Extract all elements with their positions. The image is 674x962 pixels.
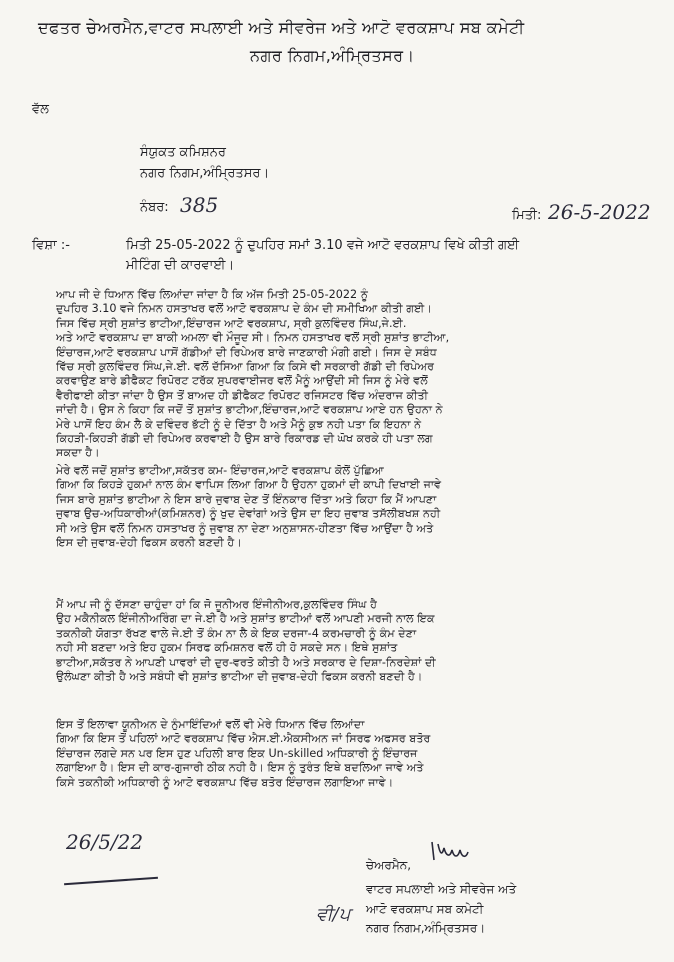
date-value: 26-5-2022	[548, 200, 651, 224]
paragraph-line: ਦੁਪਹਿਰ 3.10 ਵਜੇ ਨਿਮਨ ਹਸਤਾਖਰ ਵਲੋਂ ਆਟੋ ਵਰਕਸ਼ਾਪ ਦੇ ਕੰਮ ਦੀ ਸਮੀਖਿਆ ਕੀਤੀ ਗਈ।	[56, 302, 432, 316]
paragraph-line: ਕਿਸੇ ਤਕਨੀਕੀ ਅਧਿਕਾਰੀ ਨੂੰ ਆਟੋ ਵਰਕਸ਼ਾਪ ਵਿੱਚ ਬਤੋਰ ਇੰਚਾਰਜ ਲਗਾਇਆ ਜਾਵੇ।	[56, 775, 394, 789]
paragraph-1	[56, 288, 630, 461]
office-city: ਨਗਰ ਨਿਗਮ,ਅੰਮ੍ਰਿਤਸਰ।	[250, 46, 415, 65]
paragraph-line: ਕਿਹੜੀ-ਕਿਹੜੀ ਗੱਡੀ ਦੀ ਰਿਪੇਅਰ ਕਰਵਾਈ ਹੈ ਉਸ ਬਾਰੇ ਰਿਕਾਰਡ ਦੀ ਘੋਖ ਕਰਕੇ ਹੀ ਪਤਾ ਲਗ	[56, 431, 433, 445]
subject-label: ਵਿਸ਼ਾ :-	[32, 238, 70, 253]
signatory-committee-2: ਆਟੋ ਵਰਕਸ਼ਾਪ ਸਬ ਕਮੇਟੀ	[366, 902, 484, 916]
paragraph-line: ਜੁਵਾਬ ਉਚ-ਅਧਿਕਾਰੀਆਂ(ਕਮਿਸ਼ਨਰ) ਨੂੰ ਖੁਦ ਦੇਵਾਂਗਾਂ ਅਤੇ ਉਸ ਦਾ ਇਹ ਜੁਵਾਬ ਤਸੱਲੀਬਖਸ਼ ਨਹੀ	[56, 507, 441, 521]
paragraph-2	[56, 464, 630, 550]
paragraph-line: ਮੈਂ ਆਪ ਜੀ ਨੂੰ ਦੱਸਣਾ ਚਾਹੁੰਦਾ ਹਾਂ ਕਿ ਜੋ ਜੂਨੀਅਰ ਇੰਜੀਨੀਅਰ,ਕੁਲਵਿੰਦਰ ਸਿੰਘ ਹੈ	[56, 598, 377, 611]
paragraph-line: ਲਗਾਇਆ ਹੈ। ਇਸ ਦੀ ਕਾਰ-ਗੁਜਾਰੀ ਠੀਕ ਨਹੀ ਹੈ। ਇਸ ਨੂੰ ਤੁਰੰਤ ਇਥੇ ਬਦਲਿਆ ਜਾਵੇ ਅਤੇ	[56, 761, 424, 775]
paragraph-line: ਮੇਰੇ ਵਲੋਂ ਜਦੋਂ ਸੁਸ਼ਾਂਤ ਭਾਟੀਆ,ਸਕੱਤਰ ਕਮ- ਇੰਚਾਰਜ,ਆਟੋ ਵਰਕਸ਼ਾਪ ਕੋਲੋਂ ਪੁੱਛਿਆ	[56, 464, 384, 477]
paragraph-line: ਅਤੇ ਆਟੋ ਵਰਕਸ਼ਾਪ ਦਾ ਬਾਕੀ ਅਮਲਾ ਵੀ ਮੌਜੂਦ ਸੀ। ਨਿਮਨ ਹਸਤਾਖਰ ਵਲੋਂ ਸ੍ਰੀ ਸੁਸ਼ਾਂਤ ਭਾਟੀਆ,	[56, 331, 450, 345]
paragraph-line: ਤਕਨੀਕੀ ਯੋਗਤਾ ਰੱਖਣ ਵਾਲੇ ਜੇ.ਈ ਤੋਂ ਕੰਮ ਨਾ ਲੈ ਕੇ ਇਕ ਦਰਜਾ-4 ਕਰਮਚਾਰੀ ਨੂੰ ਕੰਮ ਦੇਣਾ	[56, 626, 417, 640]
paragraph-line: ਸਕਦਾ ਹੈ।	[56, 446, 100, 460]
to-label: ਵੱਲ	[32, 102, 49, 117]
handwritten-date-underline	[64, 877, 158, 886]
paragraph-line: ਨਹੀ ਸੀ ਬਣਦਾ ਅਤੇ ਇਹ ਹੁਕਮ ਸਿਰਫ ਕਮਿਸ਼ਨਰ ਵਲੋਂ ਹੀ ਹੋ ਸਕਦੇ ਸਨ। ਇਥੇ ਸੁਸ਼ਾਂਤ	[56, 641, 398, 655]
paragraph-line: ਸੀ ਅਤੇ ਉਸ ਵਲੋਂ ਨਿਮਨ ਹਸਤਾਖਰ ਨੂੰ ਜੁਵਾਬ ਨਾ ਦੇਣਾ ਅਨੁਸ਼ਾਸਨ-ਹੀਣਤਾ ਵਿੱਚ ਆਉਂਦਾ ਹੈ ਅਤੇ	[56, 521, 434, 535]
handwritten-initials: ਵੀ/ਪ	[316, 904, 351, 925]
paragraph-line: ਮੇਰੇ ਪਾਸੋਂ ਇਹ ਕੰਮ ਲੈ ਕੇ ਦਵਿੰਦਰ ਭੱਟੀ ਨੂੰ ਦੇ ਦਿੱਤਾ ਹੈ ਅਤੇ ਮੈਨੂੰ ਕੁਝ ਨਹੀ ਪਤਾ ਕਿ ਇਹਨਾ ਨੇ	[56, 417, 422, 431]
paragraph-4	[56, 718, 630, 790]
paragraph-line: ਵੈਰੀਫਾਈ ਕੀਤਾ ਜਾਂਦਾ ਹੈ ਉਸ ਤੋਂ ਬਾਅਦ ਹੀ ਡੀਫੈਕਟ ਰਿਪੋਰਟ ਰਜਿਸਟਰ ਵਿੱਚ ਅੰਦਰਾਜ ਕੀਤੀ	[56, 388, 429, 402]
subject-line-1: ਮਿਤੀ 25-05-2022 ਨੂੰ ਦੁਪਹਿਰ ਸਮਾਂ 3.10 ਵਜੇ ਆਟੋ ਵਰਕਸ਼ਾਪ ਵਿਖੇ ਕੀਤੀ ਗਈ	[126, 238, 520, 253]
paragraph-line: ਜਿਸ ਬਾਰੇ ਸੁਸ਼ਾਂਤ ਭਾਟੀਆ ਨੇ ਇਸ ਬਾਰੇ ਜੁਵਾਬ ਦੇਣ ਤੋਂ ਇੰਨਕਾਰ ਦਿੱਤਾ ਅਤੇ ਕਿਹਾ ਕਿ ਮੈਂ ਆਪਣਾ	[56, 492, 437, 506]
office-heading: ਦਫਤਰ ਚੇਅਰਮੈਨ,ਵਾਟਰ ਸਪਲਾਈ ਅਤੇ ਸੀਵਰੇਜ ਅਤੇ ਆਟੋ ਵਰਕਸ਼ਾਪ ਸਬ ਕਮੇਟੀ	[38, 18, 525, 37]
signatory-office: ਨਗਰ ਨਿਗਮ,ਅੰਮ੍ਰਿਤਸਰ।	[366, 921, 486, 935]
paragraph-line: ਕਰਵਾਉਣ ਬਾਰੇ ਡੀਫੈਕਟ ਰਿਪੋਰਟ ਟਰੱਕ ਸੁਪਰਵਾਈਜਰ ਵਲੋਂ ਮੈਨੂੰ ਆਉਂਦੀ ਸੀ ਜਿਸ ਨੂੰ ਮੇਰੇ ਵਲੋਂ	[56, 374, 428, 388]
paragraph-line: ਇੰਚਾਰਜ ਲਗਦੇ ਸਨ ਪਰ ਇਸ ਹੁਣ ਪਹਿਲੀ ਬਾਰ ਇਕ Un-skilled ਅਧਿਕਾਰੀ ਨੂੰ ਇੰਚਾਰਜ	[56, 746, 418, 760]
addressee-title: ਸੰਯੁਕਤ ਕਮਿਸ਼ਨਰ	[140, 145, 226, 160]
paragraph-line: ਆਪ ਜੀ ਦੇ ਧਿਆਨ ਵਿੱਚ ਲਿਆਂਦਾ ਜਾਂਦਾ ਹੈ ਕਿ ਅੱਜ ਮਿਤੀ 25-05-2022 ਨੂੰ	[56, 288, 368, 301]
paragraph-3	[56, 598, 630, 684]
date-label: ਮਿਤੀ:	[512, 208, 542, 223]
handwritten-date: 26/5/22	[66, 830, 144, 854]
paragraph-line: ਗਿਆ ਕਿ ਕਿਹੜੇ ਹੁਕਮਾਂ ਨਾਲ ਕੰਮ ਵਾਪਿਸ ਲਿਆ ਗਿਆ ਹੈ ਉਹਨਾ ਹੁਕਮਾਂ ਦੀ ਕਾਪੀ ਦਿਖਾਈ ਜਾਵੇ	[56, 478, 442, 492]
paragraph-line: ਭਾਟੀਆ,ਸਕੱਤਰ ਨੇ ਆਪਣੀ ਪਾਵਰਾਂ ਦੀ ਦੁਰ-ਵਰਤੋ ਕੀਤੀ ਹੈ ਅਤੇ ਸਰਕਾਰ ਦੇ ਦਿਸ਼ਾ-ਨਿਰਦੇਸ਼ਾਂ ਦੀ	[56, 655, 436, 669]
signature-mark	[428, 836, 472, 866]
paragraph-line: ਇਸ ਦੀ ਜੁਵਾਬ-ਦੇਹੀ ਫਿਕਸ ਕਰਨੀ ਬਣਦੀ ਹੈ।	[56, 535, 242, 549]
paragraph-line: ਜਾਂਦੀ ਹੈ। ਉਸ ਨੇ ਕਿਹਾ ਕਿ ਜਦੋਂ ਤੋਂ ਸੁਸ਼ਾਂਤ ਭਾਟੀਆ,ਇੰਚਾਰਜ,ਆਟੋ ਵਰਕਸ਼ਾਪ ਆਏ ਹਨ ਉਹਨਾ ਨੇ	[56, 403, 443, 417]
paragraph-line: ਇਸ ਤੋਂ ਇਲਾਵਾ ਯੂਨੀਅਨ ਦੇ ਨੁੰਮਾਇੰਦਿਆਂ ਵਲੋਂ ਵੀ ਮੇਰੇ ਧਿਆਨ ਵਿੱਚ ਲਿਆਂਦਾ	[56, 718, 365, 731]
paragraph-line: ਉਲੰਘਣਾ ਕੀਤੀ ਹੈ ਅਤੇ ਸਬੰਧੀ ਵੀ ਸੁਸ਼ਾਂਤ ਭਾਟੀਆ ਦੀ ਜੁਵਾਬ-ਦੇਹੀ ਫਿਕਸ ਕਰਨੀ ਬਣਦੀ ਹੈ।	[56, 669, 423, 683]
paragraph-line: ਉਹ ਮਕੈਨੀਕਲ ਇੰਜੀਨੀਅਰਿੰਗ ਦਾ ਜੇ.ਈ ਹੈ ਅਤੇ ਸੁਸ਼ਾਂਤ ਭਾਟੀਆਂ ਵਲੋਂ ਆਪਣੀ ਮਰਜੀ ਨਾਲ ਇਕ	[56, 612, 435, 626]
signatory-committee-1: ਵਾਟਰ ਸਪਲਾਈ ਅਤੇ ਸੀਵਰੇਜ ਅਤੇ	[366, 882, 517, 896]
number-label: ਨੰਬਰ:	[140, 200, 169, 215]
signatory-title: ਚੇਅਰਮੈਨ,	[366, 858, 412, 872]
paragraph-line: ਜਿਸ ਵਿੱਚ ਸ੍ਰੀ ਸੁਸ਼ਾਂਤ ਭਾਟੀਆ,ਇੰਚਾਰਜ ਆਟੋ ਵਰਕਸ਼ਾਪ, ਸ੍ਰੀ ਕੁਲਵਿੰਦਰ ਸਿੰਘ,ਜੇ.ਈ.	[56, 316, 407, 330]
paragraph-line: ਇੰਚਾਰਜ,ਆਟੋ ਵਰਕਸ਼ਾਪ ਪਾਸੋਂ ਗੱਡੀਆਂ ਦੀ ਰਿਪੇਅਰ ਬਾਰੇ ਜਾਣਕਾਰੀ ਮੰਗੀ ਗਈ। ਜਿਸ ਦੇ ਸਬੰਧ	[56, 345, 437, 359]
number-value: 385	[180, 193, 219, 217]
subject-line-2: ਮੀਟਿੰਗ ਦੀ ਕਾਰਵਾਈ।	[126, 258, 235, 273]
paragraph-line: ਗਿਆ ਕਿ ਇਸ ਤੋਂ ਪਹਿਲਾਂ ਆਟੋ ਵਰਕਸ਼ਾਪ ਵਿੱਚ ਐਸ.ਈ.ਐਕਸੀਅਨ ਜਾਂ ਸਿਰਫ ਅਫਸਰ ਬਤੋਰ	[56, 732, 431, 746]
addressee-office: ਨਗਰ ਨਿਗਮ,ਅੰਮ੍ਰਿਤਸਰ।	[140, 166, 270, 181]
paragraph-line: ਵਿੱਚ ਸ੍ਰੀ ਕੁਲਵਿੰਦਰ ਸਿੰਘ,ਜੇ.ਈ. ਵਲੋਂ ਦੱਸਿਆ ਗਿਆ ਕਿ ਕਿਸੇ ਵੀ ਸਰਕਾਰੀ ਗੱਡੀ ਦੀ ਰਿਪੇਅਰ	[56, 359, 435, 373]
